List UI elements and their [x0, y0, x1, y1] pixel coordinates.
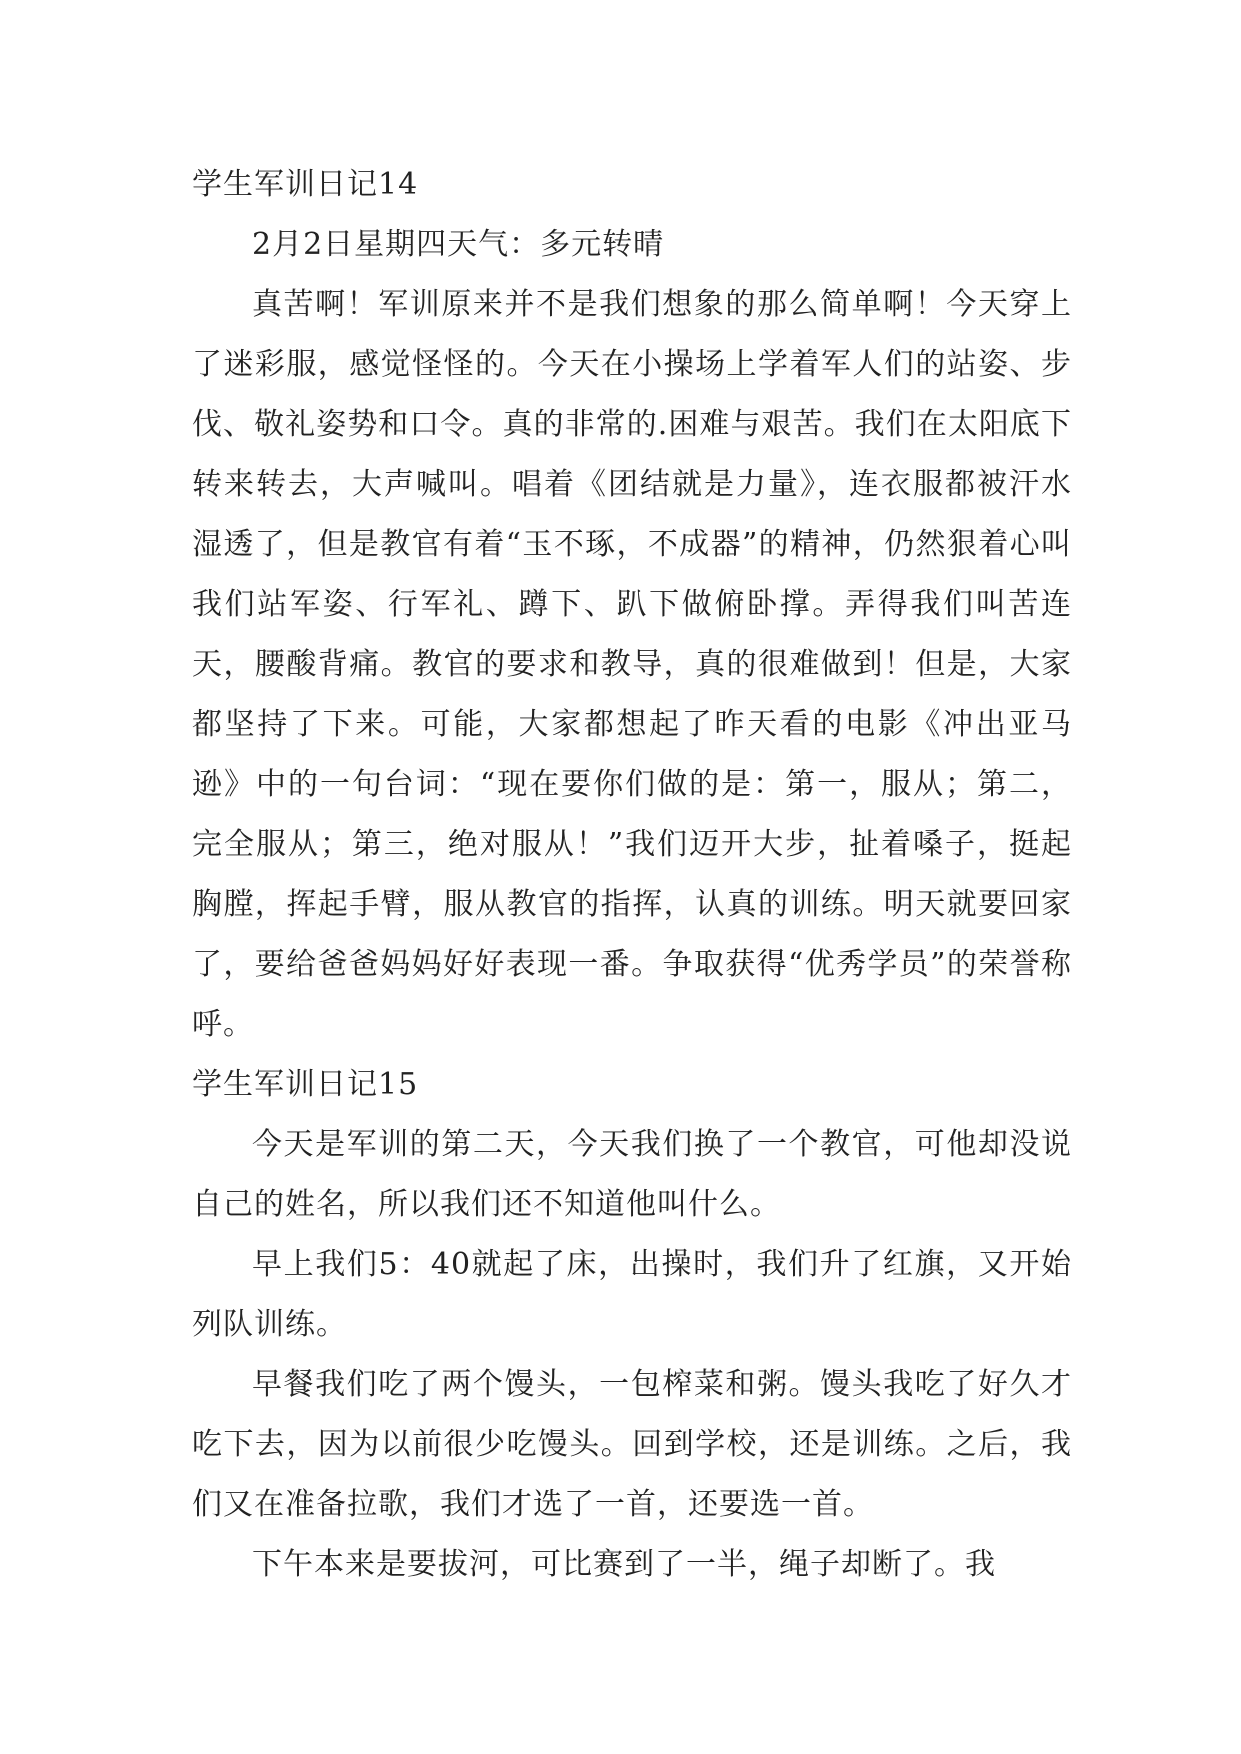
diary-paragraph: 早上我们5：40就起了床，出操时，我们升了红旗，又开始列队训练。 [192, 1247, 1072, 1342]
diary-paragraph: 今天是军训的第二天，今天我们换了一个教官，可他却没说自己的姓名，所以我们还不知道他叫什么。 [192, 1127, 1072, 1222]
document-body [192, 155, 1072, 1595]
diary-title-14: 学生军训日记14 [192, 167, 419, 202]
diary-paragraph: 早餐我们吃了两个馒头，一包榨菜和粥。馒头我吃了好久才吃下去，因为以前很少吃馒头。回到学校，还是训练。之后，我们又在准备拉歌，我们才选了一首，还要选一首。 [192, 1367, 1072, 1522]
diary-date-line: 2月2日星期四天气：多元转晴 [252, 227, 665, 262]
diary-title-15: 学生军训日记15 [192, 1067, 419, 1102]
diary-paragraph: 真苦啊！军训原来并不是我们想象的那么简单啊！今天穿上了迷彩服，感觉怪怪的。今天在小操场上学着军人们的站姿、步伐、敬礼姿势和口令。真的非常的.困难与艰苦。我们在太阳底下转来转去，大声喊叫。唱着《团结就是力量》，连衣服都被汗水湿透了，但是教官有着“玉不琢，不成器”的精神，仍然狠着心叫我们站军姿、行军礼、蹲下、趴下做俯卧撑。弄得我们叫苦连天，腰酸背痛。教官的要求和教导，真的很难做到！但是，大家都坚持了下来。可能，大家都想起了昨天看的电影《冲出亚马逊》中的一句台词：“现在要你们做的是：第一，服从；第二，完全服从；第三，绝对服从！”我们迈开大步，扯着嗓子，挺起胸膛，挥起手臂，服从教官的指挥，认真的训练。明天就要回家了，要给爸爸妈妈好好表现一番。争取获得“优秀学员”的荣誉称呼。 [192, 287, 1072, 1042]
diary-paragraph: 下午本来是要拔河，可比赛到了一半，绳子却断了。我 [252, 1547, 996, 1582]
